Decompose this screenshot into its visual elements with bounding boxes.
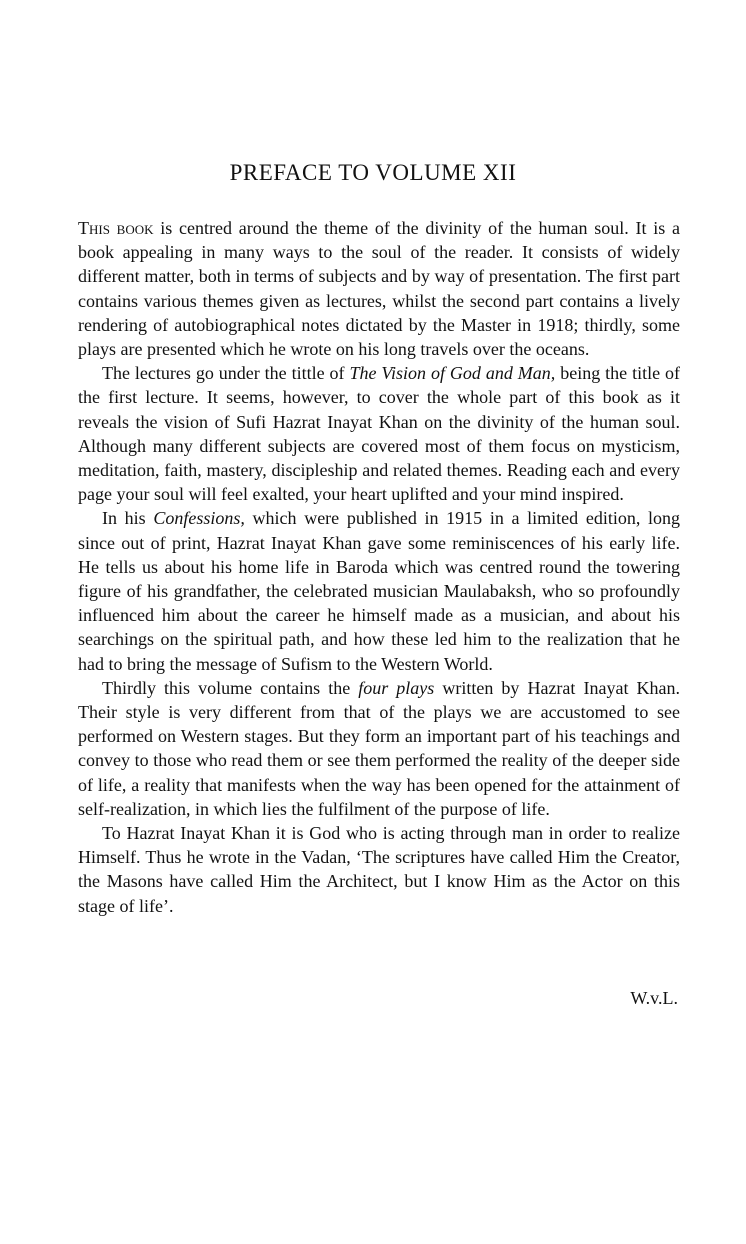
paragraph-3-italic-title: Confessions, [153, 508, 245, 529]
preface-body [78, 216, 680, 918]
paragraph-2 [78, 361, 680, 506]
paragraph-4-after: written by Hazrat Inayat Khan. Their style is very different from that of the plays we are accustomed to see performed on Western stages. But they form an important part of his teachings and convey to those who read them or see them performed the reality of the deeper side of life, a reality that manifests when the way has been opened for the attainment of self-realization, in which lies the fulfilment of the purpose of life. [78, 677, 680, 819]
paragraph-3-after: which were published in 1915 in a limited edition, long since out of print, Hazrat Inayat Khan gave some reminiscences of his early life. He tells us about his home life in Baroda which was centred round the towering figure of his grandfather, the celebrated musician Maulabaksh, who so profoundly influenced him about the career he himself made as a musician, and about his searchings on the spiritual path, and how these led him to the realization that he had to bring the message of Sufism to the Western World. [78, 508, 681, 674]
paragraph-1-text: is centred around the theme of the divinity of the human soul. It is a book appealing in many ways to the soul of the reader. It consists of widely different matter, both in terms of subjects and by way of presentation. The first part contains various themes given as lectures, whilst the second part contains a lively rendering of autobiographical notes dictated by the Master in 1918; thirdly, some plays are presented which he wrote on his long travels over the oceans. [78, 218, 681, 360]
paragraph-2-before: The lectures go under the tittle of [102, 363, 350, 384]
author-signature: W.v.L. [630, 988, 678, 1008]
paragraph-5 [78, 821, 680, 918]
paragraph-1 [78, 216, 680, 361]
paragraph-3-before: In his [102, 508, 154, 529]
paragraph-1-lead: This book [78, 218, 154, 238]
paragraph-2-after: being the title of the first lecture. It seems, however, to cover the whole part of this book as it reveals the vision of Sufi Hazrat Inayat Khan on the divinity of the human soul. Although many different subjects are covered most of them focus on mysticism, meditation, faith, mastery, discipleship and related themes. Reading each and every page your soul will feel exalted, your heart uplifted and your mind inspired. [78, 363, 680, 505]
page-title: PREFACE TO VOLUME XII [229, 160, 517, 185]
paragraph-4-italic-phrase: four plays [358, 677, 435, 698]
paragraph-2-italic-title: The Vision of God and Man, [349, 363, 556, 384]
paragraph-5-text: To Hazrat Inayat Khan it is God who is acting through man in order to realize Himself. Thus he wrote in the Vadan, ‘The scriptures have called Him the Creator, the Masons have called Him the Architect, but I know Him as the Actor on this stage of life’. [78, 823, 680, 916]
paragraph-4 [78, 676, 680, 821]
paragraph-3 [78, 506, 680, 675]
paragraph-4-before: Thirdly this volume contains the [102, 677, 359, 698]
